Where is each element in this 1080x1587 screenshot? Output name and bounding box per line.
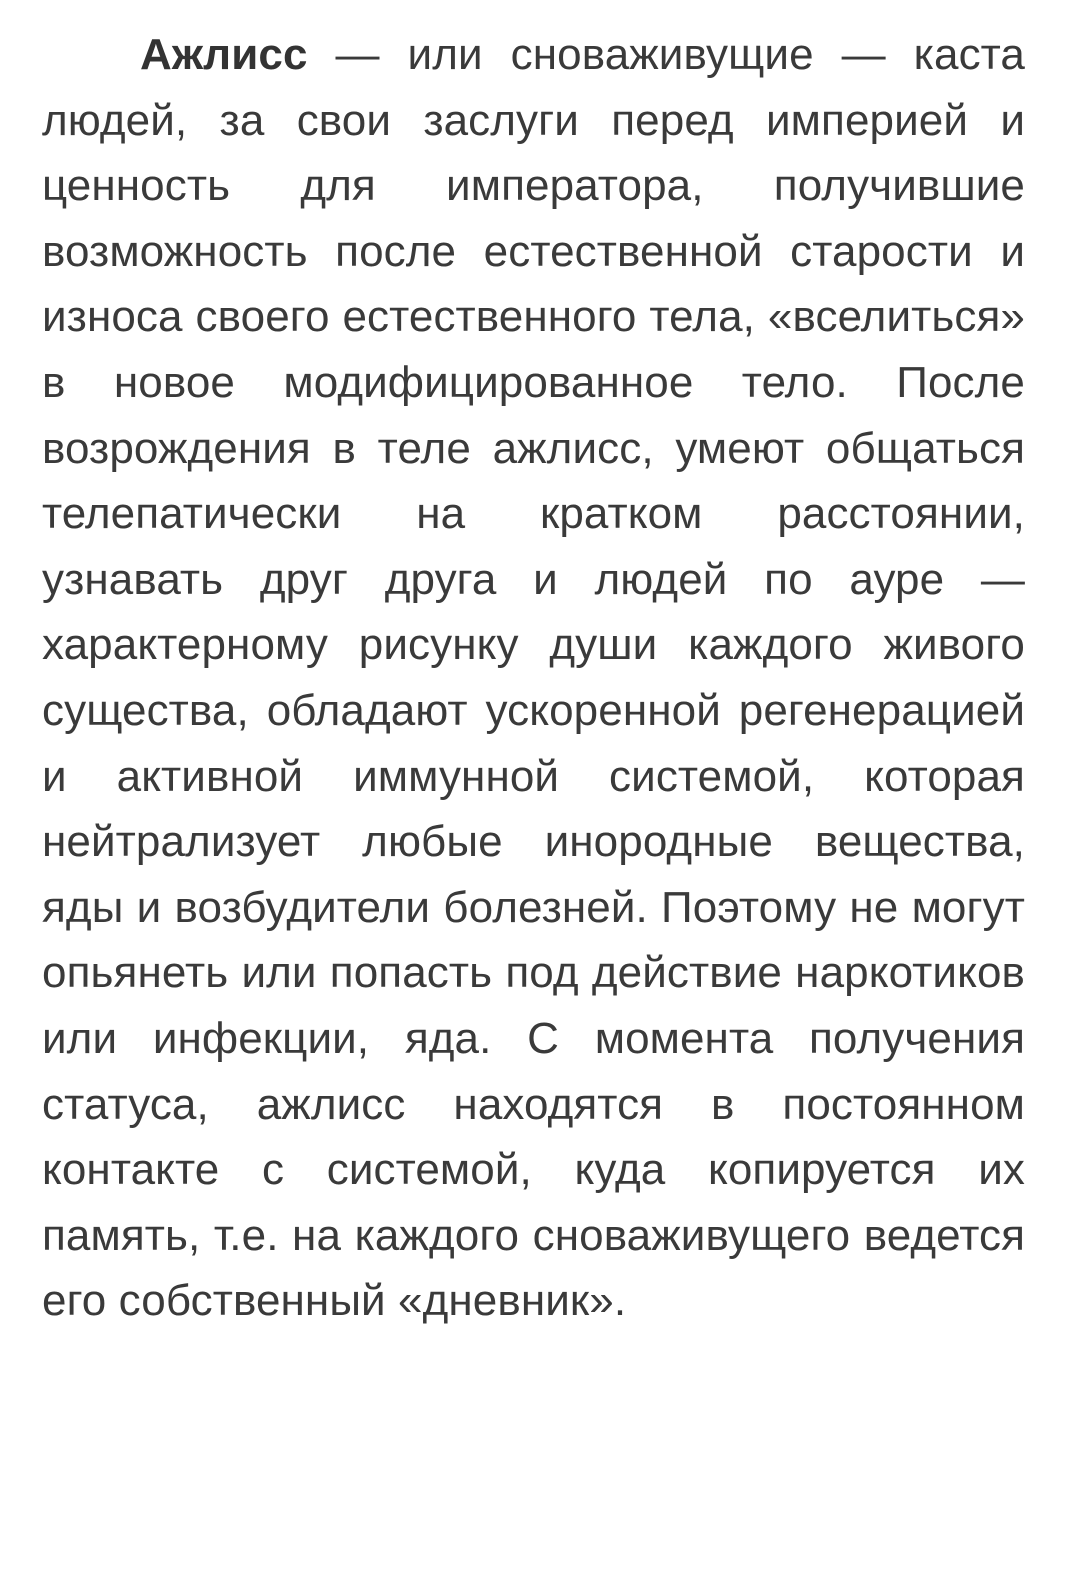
article-paragraph — [42, 22, 1025, 1334]
term-heading: Ажлисс — [140, 30, 308, 79]
article-body-text: — или сноваживущие — каста людей, за свои заслуги перед империей и ценность для императора, получившие возможность после естественной старости и износа своего естественного тела, «вселиться» в новое модифицированное тело. После возрождения в теле ажлисс, умеют общаться телепатически на кратком расстоянии, узнавать друг друга и людей по ауре — характерному рисунку души каждого живого существа, обладают ускоренной регенерацией и активной иммунной системой, которая нейтрализует любые инородные вещества, яды и возбудители болезней. Поэтому не могут опьянеть или попасть под действие наркотиков или инфекции, яда. С момента получения статуса, ажлисс находятся в постоянном контакте с системой, куда копируется их память, т.е. на каждого сноваживущего ведется его собственный «дневник». — [42, 30, 1025, 1326]
